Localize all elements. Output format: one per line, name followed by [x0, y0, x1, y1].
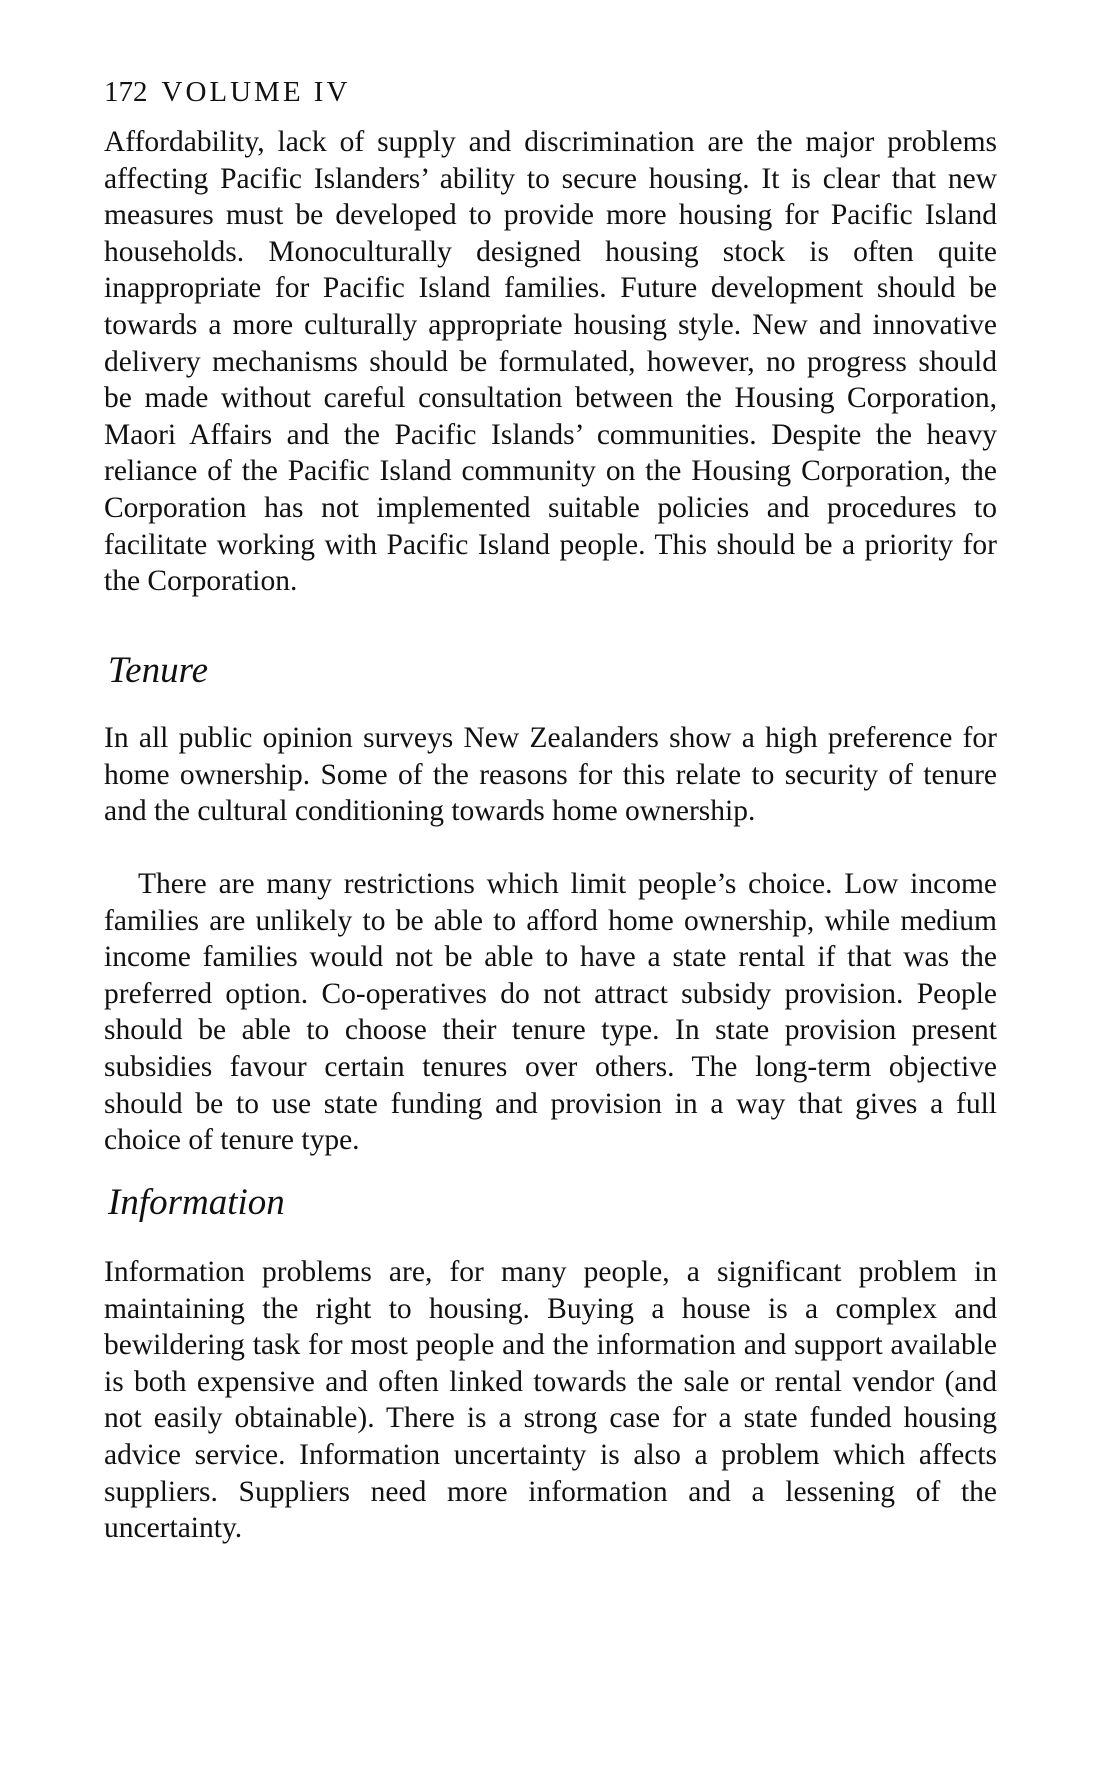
section-heading-information: Information: [108, 1182, 285, 1223]
section-heading-tenure: Tenure: [108, 650, 209, 691]
information-paragraph-1: Information problems are, for many people, a significant problem in maintaining the right to housing. Buying a house is a complex and bewildering task for most people and the information and support available is both expensive and often linked towards the sale or rental vendor (and not easily obtainable). There is a strong case for a state funded housing advice service. Information uncertainty is also a problem which affects suppliers. Suppliers need more information and a lessening of the uncertainty.: [104, 1256, 997, 1545]
volume-label: VOLUME IV: [161, 76, 351, 108]
running-head: [104, 78, 350, 107]
tenure-paragraph-1: In all public opinion surveys New Zealanders show a high preference for home ownership. Some of the reasons for this relate to security of tenure and the cultural conditioning towards home ownership.: [104, 722, 997, 828]
tenure-paragraph-2: There are many restrictions which limit people’s choice. Low income families are unlikely to be able to afford home ownership, while medium income families would not be able to have a state rental if that was the preferred option. Co-operatives do not attract subsidy provision. People should be able to choose their tenure type. In state provision present subsidies favour certain tenures over others. The long-term objective should be to use state funding and provision in a way that gives a full choice of tenure type.: [104, 868, 997, 1157]
intro-paragraph: Affordability, lack of supply and discrimination are the major problems affecting Pacific Islanders’ ability to secure housing. It is clear that new measures must be developed to provide more housing for Pacific Island households. Monoculturally designed housing stock is often quite inappropriate for Pacific Island families. Future development should be towards a more culturally appropriate housing style. New and innovative delivery mechanisms should be formulated, however, no progress should be made without careful consultation between the Housing Corporation, Maori Affairs and the Pacific Islands’ communities. Despite the heavy reliance of the Pacific Island community on the Housing Corporation, the Corporation has not implemented suitable policies and procedures to facilitate working with Pacific Island people. This should be a priority for the Corporation.: [104, 126, 997, 598]
page-number: 172: [104, 76, 148, 108]
